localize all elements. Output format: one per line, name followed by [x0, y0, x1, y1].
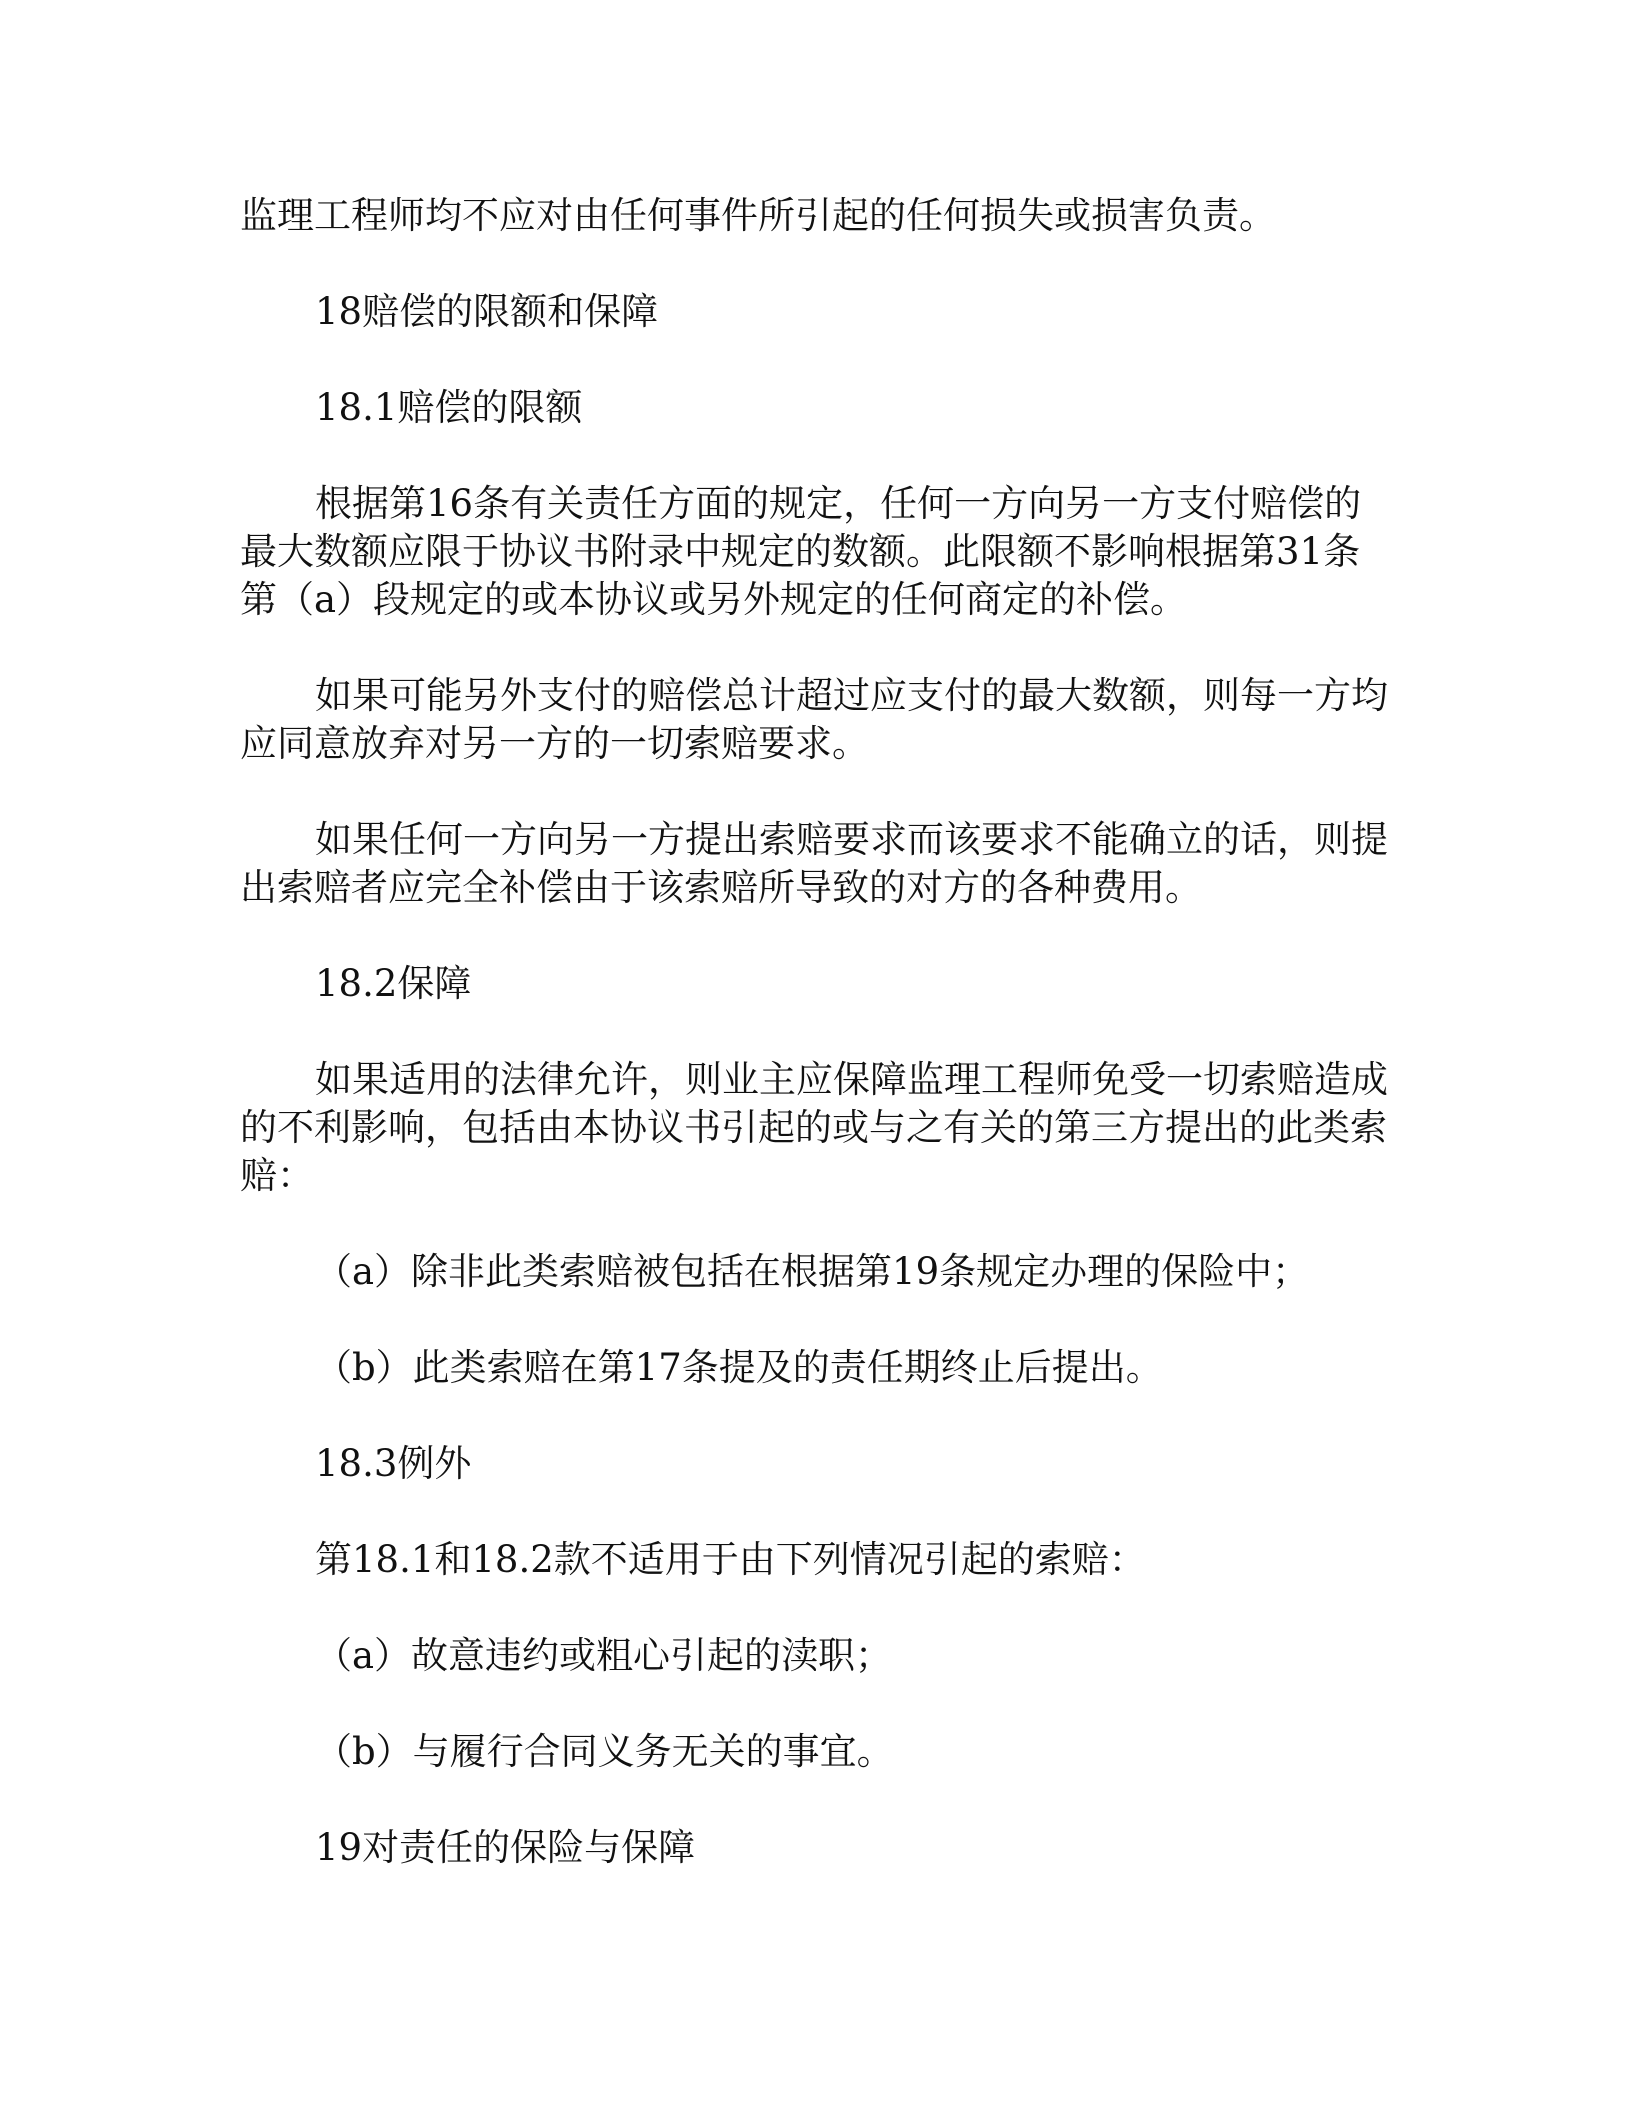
paragraph-exceptions: 第18.1和18.2款不适用于由下列情况引起的索赔：	[315, 1538, 1146, 1581]
heading-18-1: 18.1赔偿的限额	[315, 386, 583, 429]
paragraph-indemnity: 如果适用的法律允许，则业主应保障监理工程师免受一切索赔造成的不利影响，包括由本协议书引起的或与之有关的第三方提出的此类索赔：	[240, 1058, 1388, 1197]
heading-section-18: 18赔偿的限额和保障	[315, 290, 659, 333]
list-item-a-misconduct: （a）故意违约或粗心引起的渎职；	[315, 1634, 893, 1677]
list-item-b-unrelated: （b）与履行合同义务无关的事宜。	[315, 1730, 894, 1773]
list-item-a-insurance: （a）除非此类索赔被包括在根据第19条规定办理的保险中；	[315, 1250, 1310, 1293]
list-item-b-liability-period: （b）此类索赔在第17条提及的责任期终止后提出。	[315, 1346, 1163, 1389]
paragraph-unsubstantiated-claim: 如果任何一方向另一方提出索赔要求而该要求不能确立的话，则提出索赔者应完全补偿由于该索赔所导致的对方的各种费用。	[240, 818, 1388, 909]
heading-18-2: 18.2保障	[315, 962, 472, 1005]
heading-18-3: 18.3例外	[315, 1442, 472, 1485]
paragraph-continuation: 监理工程师均不应对由任何事件所引起的任何损失或损害负责。	[240, 194, 1276, 237]
heading-section-19: 19对责任的保险与保障	[315, 1826, 696, 1869]
paragraph-limit-amount: 根据第16条有关责任方面的规定，任何一方向另一方支付赔偿的最大数额应限于协议书附录中规定的数额。此限额不影响根据第31条第（a）段规定的或本协议或另外规定的任何商定的补偿。	[240, 482, 1362, 621]
paragraph-waive-claims: 如果可能另外支付的赔偿总计超过应支付的最大数额，则每一方均应同意放弃对另一方的一切索赔要求。	[240, 674, 1388, 765]
